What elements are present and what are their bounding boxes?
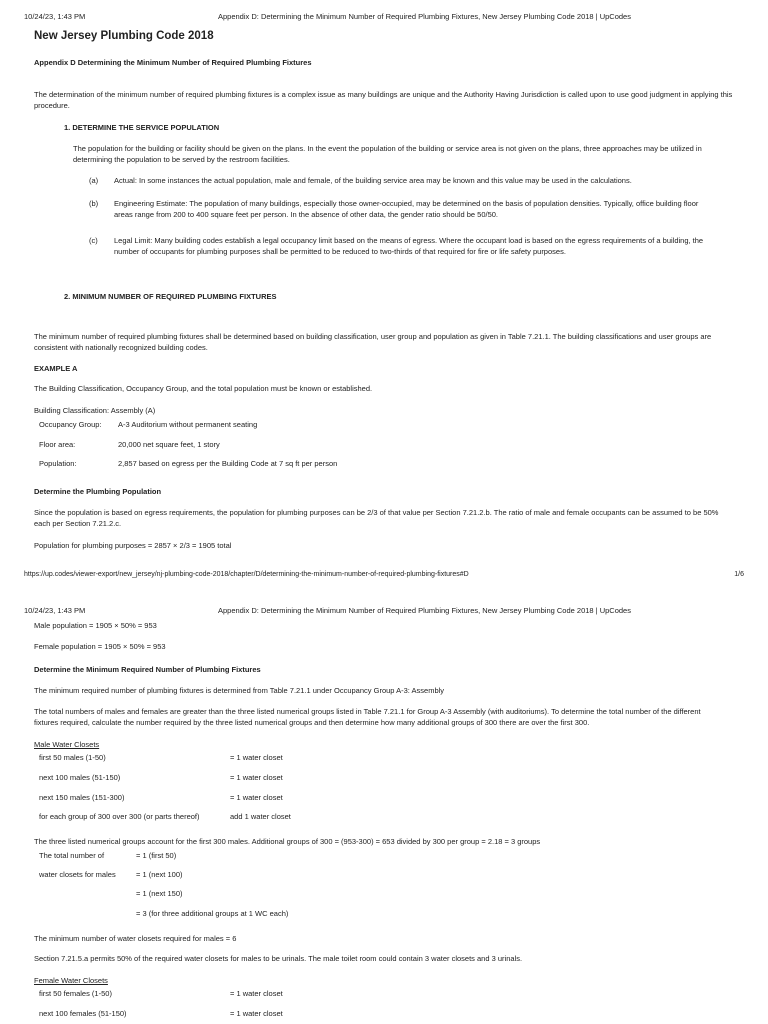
- page-number: 1/6: [734, 571, 744, 578]
- document-title: New Jersey Plumbing Code 2018: [34, 30, 214, 42]
- print-title: Appendix D: Determining the Minimum Number of Required Plumbing Fixtures, New Jersey Plumbing Code 2018 | UpCodes: [218, 606, 631, 615]
- example-text: The Building Classification, Occupancy Group, and the total population must be known or established.: [34, 384, 373, 393]
- male-wc-value: = 1 water closet: [230, 793, 283, 802]
- population-calc: Population for plumbing purposes = 2857 × 2/3 = 1905 total: [34, 541, 232, 550]
- section-1-text: The population for the building or facility should be given on the plans. In the event the population of the building or service area is not given on the plans, three approaches may be utilized in determining the population to be served by the restroom facilities.: [73, 144, 702, 164]
- male-wc-value: add 1 water closet: [230, 812, 291, 821]
- total-numbers-text: The total numbers of males and females are greater than the three listed numerical groups listed in Table 7.21.1 for Group A-3 Assembly (with auditoriums). To determine the total number of the different fixtures required, calculate the number required by the three listed numerical groups and then determine how many additional groups of 300 there are over the first 300.: [34, 707, 701, 727]
- appendix-title: Appendix D Determining the Minimum Number of Required Plumbing Fixtures: [34, 58, 312, 67]
- population-text: Since the population is based on egress requirements, the population for plumbing purposes can be 2/3 of that value per Section 7.21.2.b. The ratio of male and female occupants can be assumed to be 50% each per Section 7.21.2.c.: [34, 508, 719, 528]
- total-wc-value: = 1 (first 50): [136, 851, 177, 860]
- section-2-text: The minimum number of required plumbing fixtures shall be determined based on building classification, user group and population as given in Table 7.21.1. The building classifications and user groups are consistent with nationally recognized building codes.: [34, 332, 712, 352]
- section-2-heading: 2. MINIMUM NUMBER OF REQUIRED PLUMBING FIXTURES: [64, 292, 277, 301]
- total-wc-value: = 1 (next 100): [136, 870, 183, 879]
- male-wc-value: = 1 water closet: [230, 773, 283, 782]
- intro-paragraph: The determination of the minimum number of required plumbing fixtures is a complex issue as many buildings are unique and the Authority Having Jurisdiction is called upon to use good judgment in applying this procedure.: [34, 90, 733, 110]
- female-water-closets-heading: Female Water Closets: [34, 976, 108, 985]
- minimum-fixtures-text: The minimum required number of plumbing fixtures is determined from Table 7.21.1 under Occupancy Group A-3: Assembly: [34, 686, 445, 695]
- item-text: Actual: In some instances the actual population, male and female, of the building service area may be known and this value may be used in the calculations.: [114, 176, 632, 185]
- male-wc-label: first 50 males (1-50): [39, 753, 106, 762]
- row-label: Occupancy Group:: [39, 420, 102, 429]
- print-date: 10/24/23, 1:43 PM: [24, 606, 86, 615]
- minimum-fixtures-heading: Determine the Minimum Required Number of Plumbing Fixtures: [34, 665, 261, 674]
- row-label: Floor area:: [39, 440, 76, 449]
- section-1-heading: 1. DETERMINE THE SERVICE POPULATION: [64, 123, 220, 132]
- row-value: A-3 Auditorium without permanent seating: [118, 420, 258, 429]
- row-value: 20,000 net square feet, 1 story: [118, 440, 220, 449]
- male-water-closets-heading: Male Water Closets: [34, 740, 100, 749]
- total-wc-label: The total number of: [39, 851, 105, 860]
- document-page-2: [0, 600, 768, 1024]
- total-wc-value: = 3 (for three additional groups at 1 WC each): [136, 909, 289, 918]
- min-male-wc-text: The minimum number of water closets required for males = 6: [34, 934, 237, 943]
- urinal-text: Section 7.21.5.a permits 50% of the required water closets for males to be urinals. The male toilet room could contain 3 water closets and 3 urinals.: [34, 954, 523, 963]
- female-wc-value: = 1 water closet: [230, 1009, 283, 1018]
- row-label: Population:: [39, 459, 77, 468]
- item-label: (a): [89, 176, 99, 185]
- print-title: Appendix D: Determining the Minimum Number of Required Plumbing Fixtures, New Jersey Plumbing Code 2018 | UpCodes: [218, 12, 631, 21]
- building-classification: Building Classification: Assembly (A): [34, 406, 156, 415]
- male-wc-label: next 100 males (51-150): [39, 773, 121, 782]
- total-wc-value: = 1 (next 150): [136, 889, 183, 898]
- female-wc-value: = 1 water closet: [230, 989, 283, 998]
- female-population: Female population = 1905 × 50% = 953: [34, 642, 166, 651]
- example-heading: EXAMPLE A: [34, 364, 78, 373]
- male-population: Male population = 1905 × 50% = 953: [34, 621, 157, 630]
- groups-text: The three listed numerical groups account for the first 300 males. Additional groups of 300 = (953-300) = 653 divided by 300 per group = 2.18 = 3 groups: [34, 837, 541, 846]
- male-wc-label: for each group of 300 over 300 (or parts thereof): [39, 812, 200, 821]
- print-url: https://up.codes/viewer-export/new_jersey/nj-plumbing-code-2018/chapter/D/determining-the-minimum-number-of-required-plumbing-fixtures#D: [24, 571, 469, 578]
- item-text: Legal Limit: Many building codes establish a legal occupancy limit based on the means of egress. Where the occupant load is based on the egress requirements of a building, the number of occupants for plumbing purposes shall be permitted to be reduced to two-thirds of that required for fire or life safety purposes.: [114, 236, 704, 256]
- male-wc-label: next 150 males (151-300): [39, 793, 125, 802]
- female-wc-label: first 50 females (1-50): [39, 989, 112, 998]
- female-wc-label: next 100 females (51-150): [39, 1009, 127, 1018]
- item-label: (b): [89, 199, 99, 208]
- population-heading: Determine the Plumbing Population: [34, 487, 162, 496]
- print-date: 10/24/23, 1:43 PM: [24, 12, 86, 21]
- item-label: (c): [89, 236, 98, 245]
- male-wc-value: = 1 water closet: [230, 753, 283, 762]
- row-value: 2,857 based on egress per the Building Code at 7 sq ft per person: [118, 459, 338, 468]
- item-text: Engineering Estimate: The population of many buildings, especially those owner-occupied, may be determined on the basis of population densities. Typically, office building floor areas range from 200 to 400 square feet per person. In the absence of other data, the gender ratio should be 50/50.: [114, 199, 699, 219]
- total-wc-label: water closets for males: [39, 870, 116, 879]
